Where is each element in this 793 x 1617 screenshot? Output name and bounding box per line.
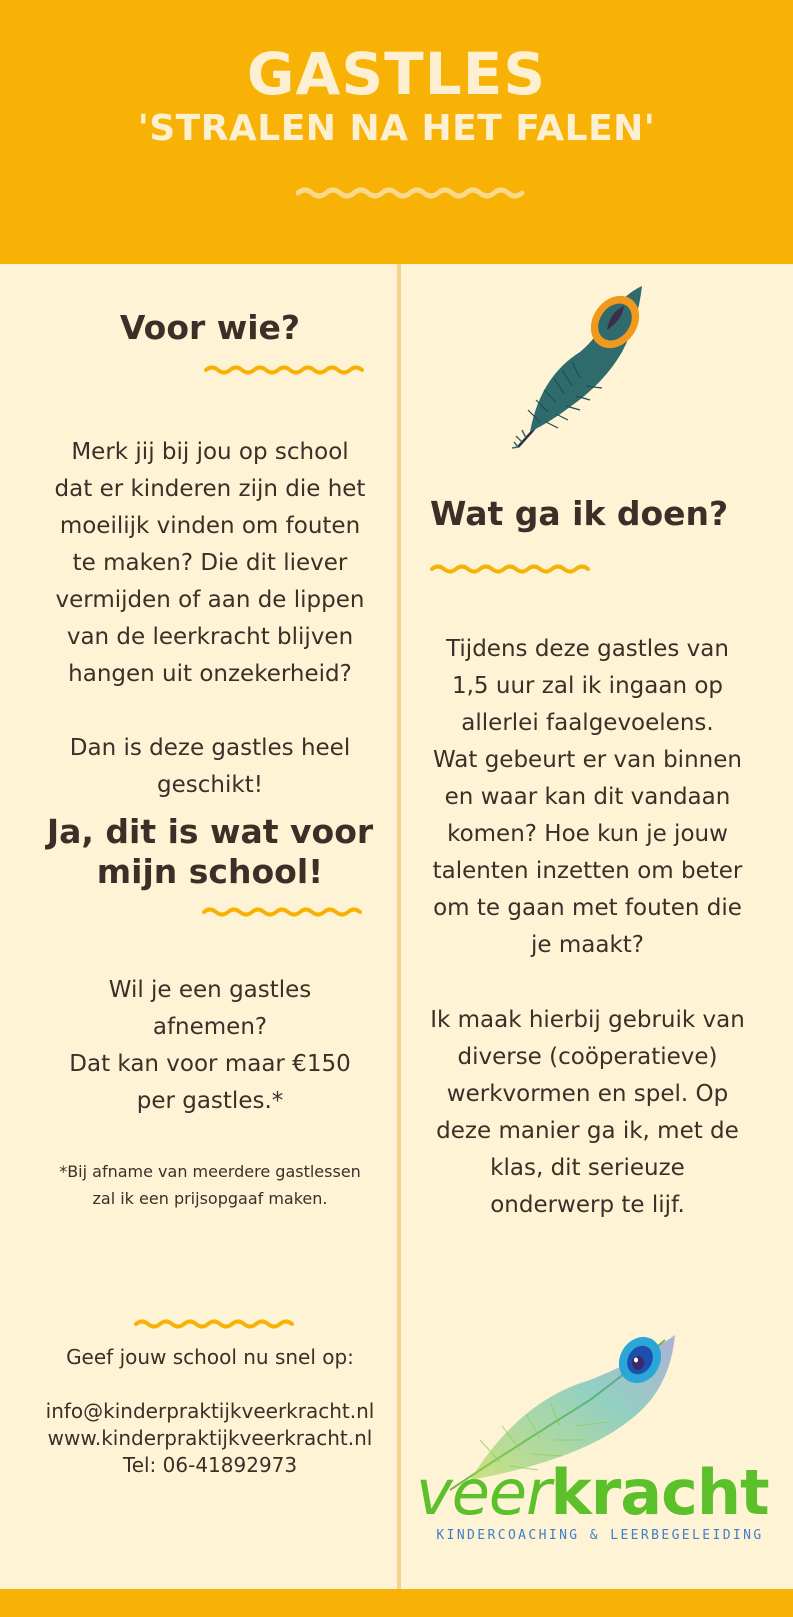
header-banner	[0, 0, 793, 264]
wave-underline-icon	[204, 364, 370, 376]
wave-divider-icon	[296, 186, 530, 200]
logo-word-veer: veer	[416, 1456, 551, 1529]
heading-voor-wie: Voor wie?	[119, 308, 301, 347]
heading-ja-dit-is-wat-voor-mijn-school: Ja, dit is wat voor mijn school!	[46, 812, 374, 891]
contact-intro: Geef jouw school nu snel op:	[66, 1345, 354, 1369]
footer-bar	[0, 1589, 793, 1617]
method-description: Ik maak hierbij gebruik van diverse (coöperatieve) werkvormen en spel. Op deze manier ga ik, met de klas, dit serieuze onderwerp te lijf.	[430, 1007, 745, 1218]
activity-description: Tijdens deze gastles van 1,5 uur zal ik ingaan op allerlei faalgevoelens. Wat gebeurt er van binnen en waar kan dit vandaan komen? Hoe kun je jouw talenten inzetten om beter om te gaan met fouten die je maakt?	[432, 636, 743, 958]
wave-underline-icon	[430, 563, 598, 575]
page-title: GASTLES	[246, 40, 547, 108]
footnote-text: *Bij afname van meerdere gastlessen zal ik een prijsopgaaf maken.	[59, 1162, 361, 1208]
peacock-feather-icon	[510, 282, 660, 452]
heading-wat-ga-ik-doen: Wat ga ik doen?	[430, 494, 729, 533]
contact-website[interactable]: www.kinderpraktijkveerkracht.nl	[47, 1426, 373, 1450]
column-divider	[397, 264, 401, 1589]
offer-text: Wil je een gastles afnemen? Dat kan voor maar €150 per gastles.*	[69, 977, 351, 1114]
intro-text: Merk jij bij jou op school dat er kinderen zijn die het moeilijk vinden om fouten te maken? Die dit liever vermijden of aan de lippen van de leerkracht blijven hangen uit onzekerheid? Dan is deze gastles heel geschikt!	[54, 439, 366, 798]
wave-underline-icon	[134, 1318, 302, 1330]
logo-wordmark	[416, 1456, 776, 1529]
logo-word-kracht: kracht	[550, 1456, 769, 1529]
wave-underline-icon	[202, 906, 368, 918]
page-subtitle: 'STRALEN NA HET FALEN'	[137, 108, 656, 149]
logo-tagline: KINDERCOACHING & LEERBEGELEIDING	[436, 1528, 764, 1543]
contact-phone[interactable]: Tel: 06-41892973	[122, 1453, 298, 1477]
contact-email[interactable]: info@kinderpraktijkveerkracht.nl	[45, 1399, 375, 1423]
